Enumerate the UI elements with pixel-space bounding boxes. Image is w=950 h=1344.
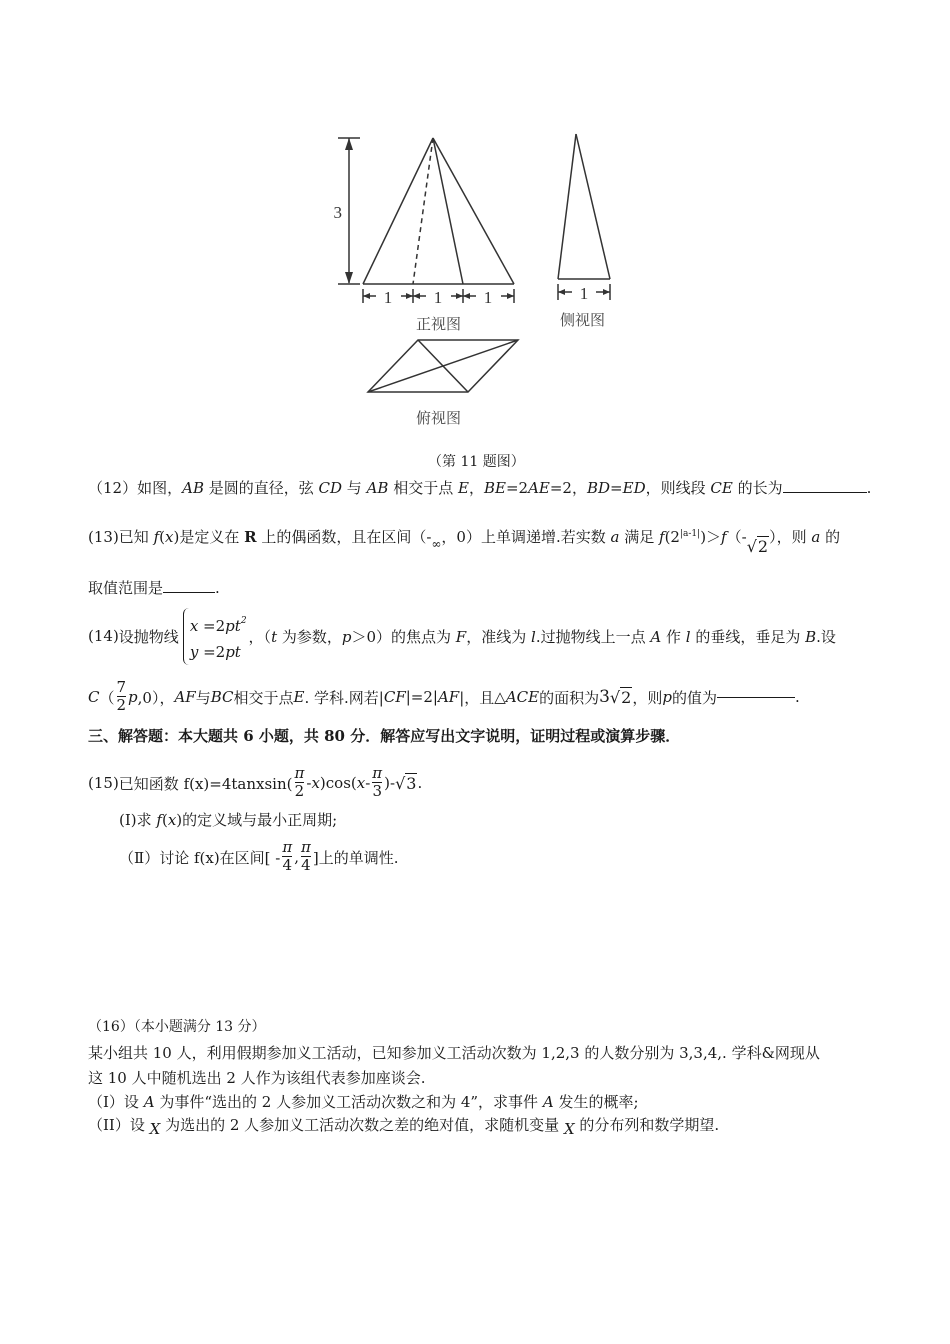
fraction-seven-halves: $\frac{7}{2}$ [116, 678, 127, 714]
figure-caption: （第 11 题图） [428, 454, 525, 470]
question-14: (14) 设抛物线 $x =2pt^2$ y =2pt ，（t 为参数，p＞0）的焦点为 F，准线为 l.过抛物线上一点 A 作 l 的垂线，垂足为 B.设 [88, 608, 836, 664]
height-label: 3 [333, 203, 342, 222]
question-15-part1: (Ⅰ)求 f(x)的定义域与最小正周期; [119, 811, 338, 829]
question-15-part2: （Ⅱ）讨论 f(x)在区间[ - $\frac{\pi}{4}$ , $\frac{\pi}{4}$ ]上的单调性. [119, 838, 399, 874]
question-16-part1: （I）设 A 为事件“选出的 2 人参加义工活动次数之和为 4”，求事件 A 发生的概率; [88, 1093, 639, 1111]
width-label-3: 1 [483, 288, 493, 307]
question-16-line1: 某小组共 10 人，利用假期参加义工活动，已知参加义工活动次数为 1,2,3 的人数分别为 3,3,4,. 学科&网现从 [88, 1044, 820, 1062]
answer-blank [717, 697, 795, 698]
question-16-heading: （16）（本小题满分 13 分） [88, 1019, 266, 1035]
question-16-part2: （II）设 X 为选出的 2 人参加义工活动次数之差的绝对值，求随机变量 X 的分布列和数学期望. [88, 1116, 720, 1138]
top-view-label: 俯视图 [416, 409, 462, 427]
width-label-2: 1 [433, 288, 443, 307]
three-view-figure [0, 0, 950, 440]
question-16-line2: 这 10 人中随机选出 2 人作为该组代表参加座谈会. [88, 1069, 426, 1087]
side-width-label: 1 [579, 284, 589, 303]
front-view-label: 正视图 [416, 315, 462, 333]
answer-blank [783, 492, 867, 493]
question-15: (15) 已知函数 f(x)=4tanxsin( $\frac{\pi}{2}$ - x )cos( x - $\frac{\pi}{3}$ )- √3 . [88, 764, 423, 800]
question-13-line2: 取值范围是 . [88, 579, 220, 597]
section-heading: 三、解答题：本大题共 6 小题，共 80 分．解答应写出文字说明，证明过程或演算步骤． [88, 727, 681, 745]
question-12: （12）如图，AB 是圆的直径，弦 CD 与 AB 相交于点 E，BE=2AE=2，BD=ED，则线段 CE 的长为 . [88, 479, 872, 497]
side-view-label: 侧视图 [560, 311, 606, 329]
width-label-1: 1 [383, 288, 393, 307]
question-13: (13)已知 f(x)是定义在 R 上的偶函数，且在区间（$-_\infty$，0）上单调递增.若实数 a 满足 $f(2^{|a-1|})>f(-√2)$，则 a 的 [88, 528, 841, 556]
question-14-line2: C （ $\frac{7}{2}$ p ,0）， AF 与 BC 相交于点 E . 学科.网若| CF |=2| AF |，且 △ACE 的面积为 3 √2 ，则 p 的值为 . [88, 678, 800, 714]
answer-blank [163, 592, 215, 593]
parametric-system: $x =2pt^2$ y =2pt [183, 608, 247, 665]
